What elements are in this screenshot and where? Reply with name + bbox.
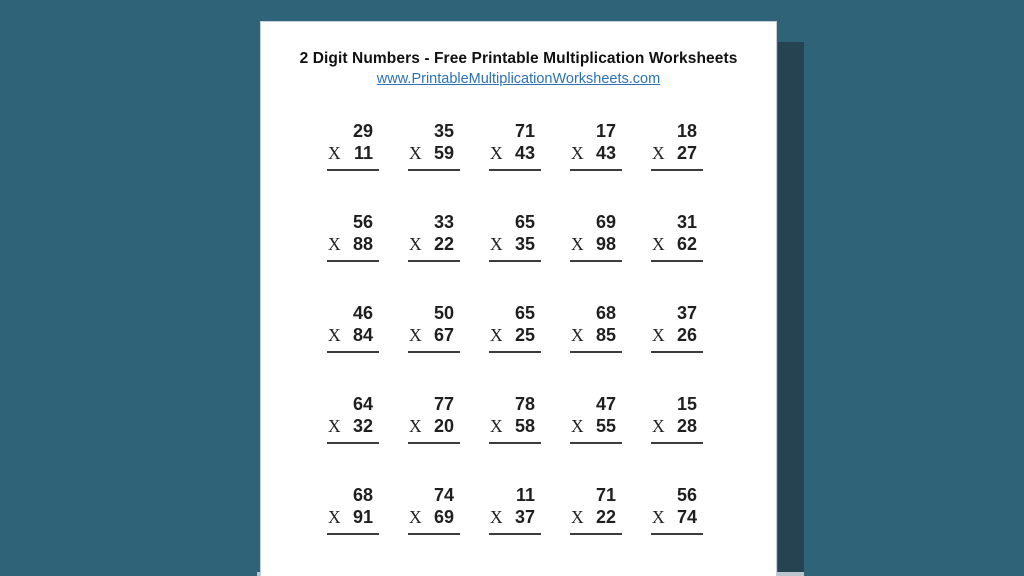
answer-line <box>327 533 379 535</box>
multiplication-problem <box>570 393 622 444</box>
multiplicand: 69 <box>595 212 616 232</box>
multiplier: 22 <box>595 507 616 527</box>
multiplier: 59 <box>433 143 454 163</box>
multiplicand: 17 <box>595 121 616 141</box>
multiplier: 28 <box>676 416 697 436</box>
multiplier: 74 <box>676 507 697 527</box>
multiply-sign: X <box>490 507 503 527</box>
multiplier: 67 <box>433 325 454 345</box>
answer-line <box>327 260 379 262</box>
multiplier: 35 <box>514 234 535 254</box>
multiplication-problem <box>570 120 622 171</box>
multiply-sign: X <box>328 234 341 254</box>
multiply-sign: X <box>409 234 422 254</box>
multiplication-problem <box>651 211 703 262</box>
answer-line <box>327 169 379 171</box>
multiplier-row <box>408 233 460 255</box>
multiplicand: 50 <box>433 303 454 323</box>
answer-line <box>570 533 622 535</box>
multiplicand: 18 <box>676 121 697 141</box>
multiplier-row <box>570 142 622 164</box>
website-link-row <box>261 70 776 88</box>
multiply-sign: X <box>409 507 422 527</box>
worksheet-page <box>260 21 777 576</box>
answer-line <box>408 260 460 262</box>
multiplicand: 37 <box>676 303 697 323</box>
multiplication-problem <box>651 484 703 535</box>
multiplier: 55 <box>595 416 616 436</box>
multiplier: 32 <box>352 416 373 436</box>
multiplicand: 64 <box>352 394 373 414</box>
multiplier-row <box>570 506 622 528</box>
multiplicand: 56 <box>676 485 697 505</box>
multiplier: 43 <box>595 143 616 163</box>
multiplier-row <box>570 415 622 437</box>
multiplier-row <box>651 415 703 437</box>
multiplicand: 31 <box>676 212 697 232</box>
multiplicand: 65 <box>514 212 535 232</box>
multiply-sign: X <box>571 507 584 527</box>
multiplicand: 71 <box>595 485 616 505</box>
multiplication-problem <box>489 211 541 262</box>
multiplier-row <box>489 415 541 437</box>
multiplication-problem <box>408 302 460 353</box>
multiply-sign: X <box>571 143 584 163</box>
multiplier-row <box>408 324 460 346</box>
multiply-sign: X <box>328 416 341 436</box>
multiplication-problem <box>570 484 622 535</box>
multiplier-row <box>570 324 622 346</box>
multiplier: 98 <box>595 234 616 254</box>
multiply-sign: X <box>652 234 665 254</box>
answer-line <box>651 442 703 444</box>
multiplication-problem <box>570 302 622 353</box>
multiply-sign: X <box>328 325 341 345</box>
multiply-sign: X <box>490 143 503 163</box>
multiply-sign: X <box>490 416 503 436</box>
multiplier: 69 <box>433 507 454 527</box>
answer-line <box>489 442 541 444</box>
answer-line <box>489 533 541 535</box>
multiply-sign: X <box>409 416 422 436</box>
multiply-sign: X <box>328 507 341 527</box>
answer-line <box>570 351 622 353</box>
multiplication-problem <box>489 393 541 444</box>
multiplier: 20 <box>433 416 454 436</box>
answer-line <box>408 169 460 171</box>
multiply-sign: X <box>652 416 665 436</box>
multiplication-problem <box>651 302 703 353</box>
multiplicand: 35 <box>433 121 454 141</box>
multiply-sign: X <box>490 234 503 254</box>
multiplicand: 29 <box>352 121 373 141</box>
multiply-sign: X <box>652 143 665 163</box>
answer-line <box>327 351 379 353</box>
multiplication-problem <box>570 211 622 262</box>
multiplier: 37 <box>514 507 535 527</box>
multiplicand: 74 <box>433 485 454 505</box>
answer-line <box>489 260 541 262</box>
multiplication-problem <box>327 302 379 353</box>
multiplication-problem <box>327 484 379 535</box>
multiplier-row <box>489 324 541 346</box>
multiplication-problem <box>489 484 541 535</box>
answer-line <box>327 442 379 444</box>
answer-line <box>651 533 703 535</box>
multiplier-row <box>408 415 460 437</box>
answer-line <box>489 169 541 171</box>
multiplicand: 33 <box>433 212 454 232</box>
answer-line <box>651 260 703 262</box>
page-drop-shadow <box>778 42 804 573</box>
multiplier-row <box>489 233 541 255</box>
answer-line <box>570 169 622 171</box>
multiplicand: 68 <box>595 303 616 323</box>
multiply-sign: X <box>571 416 584 436</box>
multiplier: 11 <box>353 143 373 163</box>
multiplication-problem <box>489 302 541 353</box>
multiplier-row <box>651 233 703 255</box>
multiply-sign: X <box>328 143 341 163</box>
multiplier: 25 <box>514 325 535 345</box>
multiplier: 43 <box>514 143 535 163</box>
multiplicand: 78 <box>514 394 535 414</box>
answer-line <box>408 351 460 353</box>
multiplier-row <box>327 506 379 528</box>
multiplier: 58 <box>514 416 535 436</box>
multiplier: 26 <box>676 325 697 345</box>
multiplier-row <box>408 506 460 528</box>
multiplication-problem <box>489 120 541 171</box>
multiplicand: 65 <box>514 303 535 323</box>
answer-line <box>651 169 703 171</box>
website-link[interactable]: www.PrintableMultiplicationWorksheets.com <box>376 71 661 87</box>
multiply-sign: X <box>652 325 665 345</box>
multiply-sign: X <box>409 143 422 163</box>
multiplier-row <box>489 506 541 528</box>
answer-line <box>489 351 541 353</box>
multiplier-row <box>327 233 379 255</box>
multiplier: 62 <box>676 234 697 254</box>
multiplication-problem <box>408 484 460 535</box>
multiplier-row <box>651 142 703 164</box>
multiplier-row <box>327 142 379 164</box>
multiply-sign: X <box>652 507 665 527</box>
answer-line <box>570 442 622 444</box>
multiplication-problem <box>651 120 703 171</box>
problems-grid <box>327 120 776 535</box>
multiplier-row <box>651 324 703 346</box>
multiplication-problem <box>408 120 460 171</box>
multiplier: 91 <box>352 507 373 527</box>
multiplicand: 68 <box>352 485 373 505</box>
multiplier-row <box>408 142 460 164</box>
multiplication-problem <box>327 211 379 262</box>
multiplier: 85 <box>595 325 616 345</box>
multiplicand: 46 <box>352 303 373 323</box>
multiplier: 27 <box>676 143 697 163</box>
multiplier: 22 <box>433 234 454 254</box>
multiplier: 84 <box>352 325 373 345</box>
multiplicand: 71 <box>514 121 535 141</box>
multiplication-problem <box>408 393 460 444</box>
answer-line <box>570 260 622 262</box>
answer-line <box>408 533 460 535</box>
multiply-sign: X <box>409 325 422 345</box>
multiplication-problem <box>327 120 379 171</box>
multiplicand: 15 <box>676 394 697 414</box>
multiplicand: 56 <box>352 212 373 232</box>
multiplier: 88 <box>352 234 373 254</box>
multiply-sign: X <box>571 325 584 345</box>
multiply-sign: X <box>571 234 584 254</box>
worksheet-title: 2 Digit Numbers - Free Printable Multiplication Worksheets <box>299 50 738 67</box>
answer-line <box>651 351 703 353</box>
multiplicand: 11 <box>515 485 535 505</box>
multiplier-row <box>651 506 703 528</box>
multiplier-row <box>570 233 622 255</box>
multiply-sign: X <box>490 325 503 345</box>
multiplicand: 77 <box>433 394 454 414</box>
answer-line <box>408 442 460 444</box>
multiplication-problem <box>327 393 379 444</box>
multiplier-row <box>327 415 379 437</box>
multiplicand: 47 <box>595 394 616 414</box>
multiplication-problem <box>651 393 703 444</box>
multiplier-row <box>489 142 541 164</box>
multiplication-problem <box>408 211 460 262</box>
multiplier-row <box>327 324 379 346</box>
